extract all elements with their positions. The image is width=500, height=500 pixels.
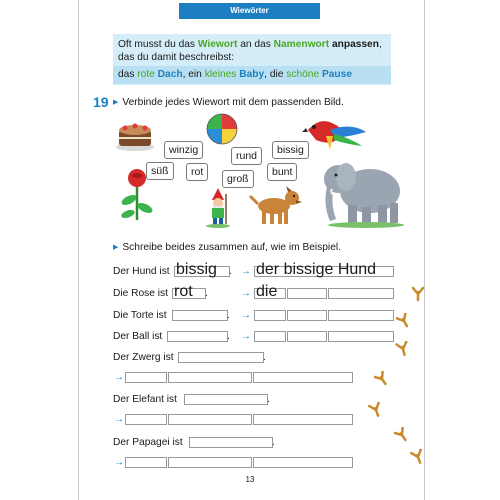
arrow-icon: → — [241, 266, 251, 277]
period: . — [205, 288, 208, 299]
rule-line-2: das du damit beschreibst: — [118, 52, 235, 63]
period: . — [227, 331, 230, 342]
adjective-bubble-winzig[interactable]: winzig — [164, 141, 203, 159]
period: . — [272, 437, 275, 448]
arrow-icon: → — [114, 457, 124, 468]
phrase-box-papagei-2[interactable] — [168, 457, 252, 468]
row-label-papagei: Der Papagei ist — [113, 437, 183, 448]
dog-icon — [248, 186, 304, 226]
row-label-torte: Die Torte ist — [113, 310, 167, 321]
phrase-text-rose: die — [256, 283, 278, 300]
adjective-bubble-rund[interactable]: rund — [231, 147, 262, 165]
adjective-bubble-bunt[interactable]: bunt — [267, 163, 297, 181]
task-instruction-1: ▶ Verbinde jedes Wiewort mit dem passenden Bild. — [113, 97, 344, 108]
answer-box-torte[interactable] — [172, 310, 228, 321]
row-label-ball: Der Ball ist — [113, 331, 163, 342]
adjective-bubble-suess[interactable]: süß — [146, 162, 174, 180]
cake-icon — [115, 120, 155, 152]
phrase-box-elefant-2[interactable] — [168, 414, 252, 425]
phrase-box-papagei-3[interactable] — [253, 457, 353, 468]
row-label-rose: Die Rose ist — [113, 288, 168, 299]
adjective-bubble-rot[interactable]: rot — [186, 163, 208, 181]
phrase-box-zwerg-2[interactable] — [168, 372, 252, 383]
adjective-bubble-bissig[interactable]: bissig — [272, 141, 309, 159]
task-number: 19 — [93, 94, 109, 110]
phrase-box-ball-1[interactable] — [254, 331, 286, 342]
phrase-box-rose-3[interactable] — [328, 288, 394, 299]
arrow-icon: → — [241, 288, 251, 299]
answer-box-papagei[interactable] — [189, 437, 273, 448]
phrase-box-torte-3[interactable] — [328, 310, 394, 321]
rule-line-3: das rote Dach, ein kleines Baby, die schöne Pause — [118, 69, 352, 80]
footprint-icon — [395, 341, 411, 357]
phrase-box-elefant-1[interactable] — [125, 414, 167, 425]
row-label-hund: Der Hund ist — [113, 266, 170, 277]
footprint-icon — [396, 313, 412, 329]
period: . — [263, 352, 266, 363]
period: . — [227, 310, 230, 321]
phrase-box-zwerg-1[interactable] — [125, 372, 167, 383]
dwarf-icon — [200, 188, 236, 228]
arrow-icon: → — [114, 414, 124, 425]
page-number: 13 — [245, 475, 255, 484]
beach-ball-icon — [206, 113, 238, 145]
phrase-box-torte-2[interactable] — [287, 310, 327, 321]
arrow-icon: → — [241, 331, 251, 342]
phrase-box-rose-2[interactable] — [287, 288, 327, 299]
parrot-icon — [300, 112, 370, 152]
footprint-icon — [394, 427, 410, 443]
footprint-icon — [410, 449, 426, 465]
period: . — [267, 394, 270, 405]
phrase-box-ball-2[interactable] — [287, 331, 327, 342]
phrase-box-torte-1[interactable] — [254, 310, 286, 321]
answer-box-ball[interactable] — [167, 331, 228, 342]
adjective-bubble-gross[interactable]: groß — [222, 170, 254, 188]
phrase-box-elefant-3[interactable] — [253, 414, 353, 425]
footprint-icon — [374, 371, 390, 387]
answer-text-hund: bissig — [176, 261, 217, 278]
phrase-box-papagei-1[interactable] — [125, 457, 167, 468]
answer-text-rose: rot — [174, 283, 193, 300]
footprint-icon — [368, 402, 384, 418]
elephant-icon — [316, 153, 406, 228]
row-label-elefant: Der Elefant ist — [113, 394, 177, 405]
period: . — [229, 266, 232, 277]
task-instruction-2: ▶ Schreibe beides zusammen auf, wie im Beispiel. — [113, 242, 341, 253]
answer-box-elefant[interactable] — [184, 394, 268, 405]
phrase-box-zwerg-3[interactable] — [253, 372, 353, 383]
footprint-icon — [410, 286, 426, 302]
rule-line-1: Oft musst du das Wiewort an das Namenwort anpassen, — [118, 39, 382, 50]
arrow-icon: → — [241, 310, 251, 321]
bullet-triangle-icon: ▶ — [113, 99, 119, 106]
bullet-triangle-icon: ▶ — [113, 244, 119, 251]
section-title: Wiewörter — [230, 6, 269, 15]
section-header — [179, 3, 320, 19]
phrase-box-ball-3[interactable] — [328, 331, 394, 342]
row-label-zwerg: Der Zwerg ist — [113, 352, 174, 363]
phrase-text-hund: der bissige Hund — [256, 261, 377, 278]
answer-box-zwerg[interactable] — [178, 352, 264, 363]
arrow-icon: → — [114, 372, 124, 383]
